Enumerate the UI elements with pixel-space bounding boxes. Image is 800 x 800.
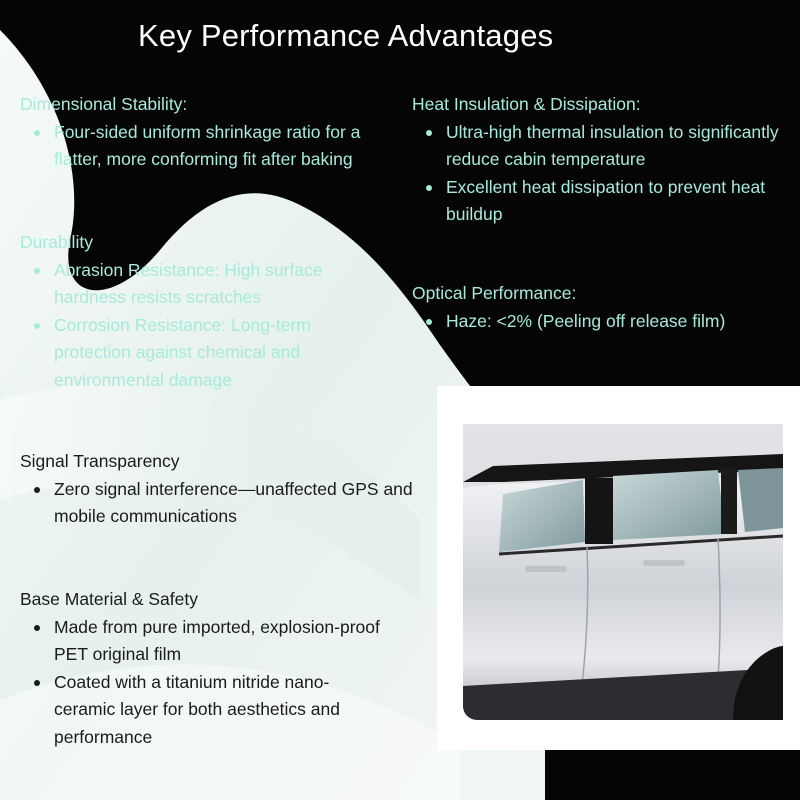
bullet-item: Abrasion Resistance: High surface hardness resists scratches [54, 257, 350, 312]
car-door-handle [643, 560, 685, 566]
section-optical-performance [412, 280, 797, 335]
bullet-list [20, 257, 350, 395]
bullet-item: Made from pure imported, explosion-proof PET original film [54, 614, 380, 669]
section-signal-transparency [20, 448, 415, 531]
section-heading: Dimensional Stability: [20, 94, 188, 114]
bullet-list [412, 119, 797, 229]
bullet-item: Ultra-high thermal insulation to significantly reduce cabin temperature [446, 119, 797, 174]
page-title: Key Performance Advantages [138, 18, 554, 53]
bullet-item: Corrosion Resistance: Long-term protection against chemical and environmental damage [54, 312, 350, 395]
bullet-list [20, 476, 415, 531]
section-heading: Durability [20, 232, 93, 252]
section-heading: Heat Insulation & Dissipation: [412, 94, 641, 114]
section-heading: Signal Transparency [20, 451, 180, 471]
car-pillar-c [721, 468, 737, 534]
section-durability [20, 229, 350, 394]
bullet-list [412, 308, 797, 336]
car-window-quarter [738, 468, 783, 532]
car-window-rear [613, 470, 725, 540]
bullet-list [20, 119, 400, 174]
section-heading: Optical Performance: [412, 283, 577, 303]
bullet-item: Coated with a titanium nitride nano-ceramic layer for both aesthetics and performance [54, 669, 380, 752]
car-photo [463, 424, 783, 720]
bullet-item: Four-sided uniform shrinkage ratio for a flatter, more conforming fit after baking [54, 119, 400, 174]
bullet-item: Excellent heat dissipation to prevent heat buildup [446, 174, 797, 229]
section-base-material-safety [20, 586, 380, 751]
bullet-item: Haze: <2% (Peeling off release film) [446, 308, 797, 336]
bullet-list [20, 614, 380, 752]
car-pillar-b [585, 478, 613, 544]
car-door-handle [525, 566, 567, 572]
bullet-item: Zero signal interference—unaffected GPS and mobile communications [54, 476, 415, 531]
section-dimensional-stability [20, 91, 400, 174]
section-heat-insulation [412, 91, 797, 229]
section-heading: Base Material & Safety [20, 589, 198, 609]
